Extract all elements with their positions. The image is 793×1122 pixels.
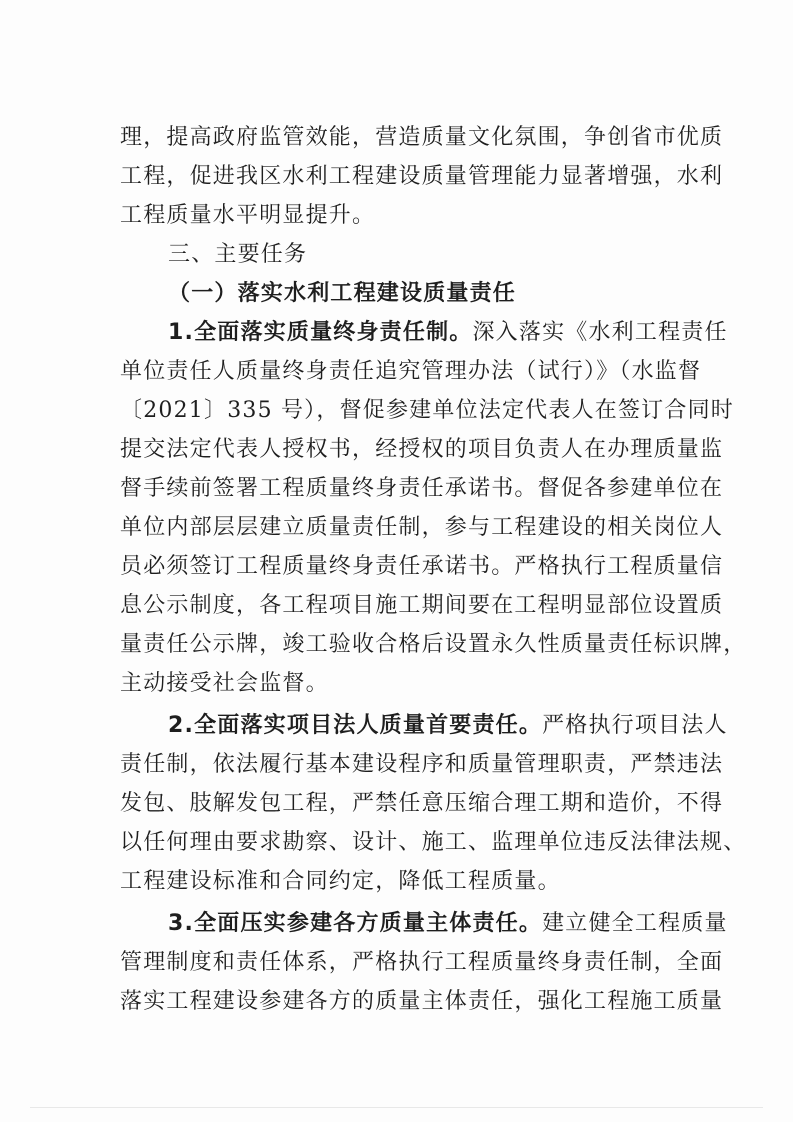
text-line: 发包、肢解发包工程，严禁任意压缩合理工期和造价，不得	[120, 791, 724, 816]
item-1-paragraph	[120, 313, 747, 703]
text-line: 主动接受社会监督。	[120, 671, 329, 696]
text-line: 责任制，依法履行基本建设程序和质量管理职责，严禁违法	[120, 752, 724, 777]
item-title: 3.全面压实参建各方质量主体责任。	[168, 911, 543, 936]
text-line: 督手续前签署工程质量终身责任承诺书。督促各参建单位在	[120, 476, 724, 501]
paragraph-first-line	[120, 904, 728, 943]
item-title: 2.全面落实项目法人质量首要责任。	[168, 713, 543, 738]
text-line: 理，提高政府监管效能，营造质量文化氛围，争创省市优质	[120, 125, 724, 150]
document-body	[120, 118, 747, 1021]
text-line: 管理制度和责任体系，严格执行工程质量终身责任制，全面	[120, 950, 724, 975]
text-line: 提交法定代表人授权书，经授权的项目负责人在办理质量监	[120, 437, 724, 462]
paragraph-first-line	[120, 706, 728, 745]
text-line: 单位内部层层建立质量责任制，参与工程建设的相关岗位人	[120, 515, 724, 540]
text-line: 〔2021〕335 号），督促参建单位法定代表人在签订合同时	[120, 398, 734, 423]
text-line: 工程建设标准和合同约定，降低工程质量。	[120, 869, 561, 894]
text-line: 单位责任人质量终身责任追究管理办法（试行）》（水监督	[120, 359, 702, 384]
page-bottom-divider	[30, 1107, 763, 1108]
text-line: 工程，促进我区水利工程建设质量管理能力显著增强，水利	[120, 164, 724, 189]
text-line: 息公示制度，各工程项目施工期间要在工程明显部位设置质	[120, 593, 724, 618]
section-heading: 三、主要任务	[168, 242, 308, 267]
item-3-paragraph	[120, 904, 728, 1021]
text-line: 量责任公示牌，竣工验收合格后设置永久性质量责任标识牌，	[120, 632, 747, 657]
item-text: 建立健全工程质量	[542, 911, 728, 936]
paragraph-first-line	[120, 313, 728, 352]
item-2-paragraph	[120, 706, 747, 901]
text-line: 落实工程建设参建各方的质量主体责任，强化工程施工质量	[120, 989, 724, 1014]
item-text: 深入落实《水利工程责任	[472, 320, 728, 345]
intro-paragraph	[120, 118, 724, 235]
subsection-heading: （一）落实水利工程建设质量责任	[168, 281, 517, 306]
text-line: 员必须签订工程质量终身责任承诺书。严格执行工程质量信	[120, 554, 724, 579]
item-title: 1.全面落实质量终身责任制。	[168, 320, 473, 345]
text-line: 工程质量水平明显提升。	[120, 203, 376, 228]
text-line: 以任何理由要求勘察、设计、施工、监理单位违反法律法规、	[120, 830, 747, 855]
item-text: 严格执行项目法人	[542, 713, 728, 738]
